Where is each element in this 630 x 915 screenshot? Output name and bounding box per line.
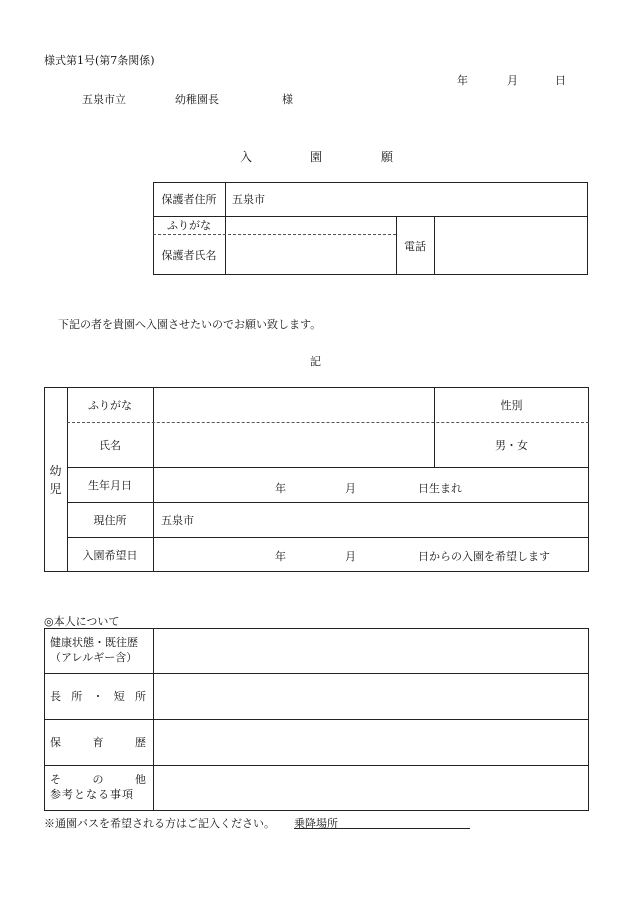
child-birth-month: 月 xyxy=(345,482,356,495)
guardian-address-value[interactable]: 五泉市 xyxy=(232,193,265,206)
guardian-phone-field[interactable] xyxy=(435,216,587,275)
history-field[interactable] xyxy=(154,719,588,765)
child-birth-year: 年 xyxy=(275,482,286,495)
strengths-char-5: 所 xyxy=(135,690,146,703)
date-month-label: 月 xyxy=(507,74,518,87)
child-furigana-field[interactable] xyxy=(154,387,434,422)
other-label xyxy=(50,765,146,811)
guardian-furigana-field[interactable] xyxy=(226,216,396,234)
ki-label: 記 xyxy=(310,355,321,368)
health-label xyxy=(50,628,150,673)
other-char-3: 他 xyxy=(135,773,146,787)
child-name-field[interactable] xyxy=(154,422,434,467)
health-label-line-2: （アレルギー含） xyxy=(50,650,138,664)
history-label xyxy=(50,719,146,765)
other-field[interactable] xyxy=(154,765,588,811)
other-char-1: そ xyxy=(50,773,61,787)
child-furigana-label: ふりがな xyxy=(88,398,132,412)
child-side-label xyxy=(44,387,67,572)
date-day-label: 日 xyxy=(555,74,566,87)
child-side-char-2: 児 xyxy=(49,481,62,496)
form-number: 様式第1号(第7条関係) xyxy=(44,54,155,67)
guardian-phone-label: 電話 xyxy=(404,239,426,253)
guardian-furigana-label: ふりがな xyxy=(167,219,211,232)
bus-stop-label: 乗降場所 xyxy=(294,817,338,830)
other-char-2: の xyxy=(92,773,104,787)
history-char-2: 育 xyxy=(92,736,104,749)
title-char-1: 入 xyxy=(240,150,253,164)
strengths-char-4: 短 xyxy=(113,690,125,703)
child-entry-suffix: 日からの入園を希望します xyxy=(418,550,550,563)
child-name-label: 氏名 xyxy=(99,438,121,452)
history-char-3: 歴 xyxy=(135,736,146,749)
addressee-city: 五泉市立 xyxy=(82,93,126,106)
other-label-line-2: 参考となる事項 xyxy=(50,788,134,801)
bus-note: ※通園バスを希望される方はご記入ください。 xyxy=(44,817,275,830)
health-field[interactable] xyxy=(154,628,588,673)
child-entry-year: 年 xyxy=(275,550,286,563)
bus-stop-line[interactable] xyxy=(294,828,470,829)
other-label-line-1 xyxy=(50,773,146,788)
child-side-char-1: 幼 xyxy=(49,463,62,478)
child-entry-label: 入園希望日 xyxy=(82,548,138,562)
strengths-field[interactable] xyxy=(154,673,588,719)
title-char-2: 園 xyxy=(310,150,323,164)
title-char-3: 願 xyxy=(381,150,394,164)
child-gender-label: 性別 xyxy=(500,398,523,412)
strengths-char-1: 長 xyxy=(50,690,61,703)
guardian-name-label: 保護者氏名 xyxy=(161,248,217,262)
request-text: 下記の者を貴園へ入園させたいのでお願い致します。 xyxy=(58,318,322,331)
child-birth-suffix: 日生まれ xyxy=(418,482,462,495)
guardian-address-label: 保護者住所 xyxy=(161,193,217,206)
health-label-line-1: 健康状態・既往歴 xyxy=(50,635,138,649)
strengths-char-3: ・ xyxy=(92,690,104,703)
child-birth-label: 生年月日 xyxy=(88,478,132,492)
child-address-label: 現住所 xyxy=(93,513,127,527)
addressee-honorific: 様 xyxy=(282,93,293,106)
guardian-name-field[interactable] xyxy=(226,234,396,275)
self-heading: ◎本人について xyxy=(44,615,120,628)
child-entry-month: 月 xyxy=(345,550,356,563)
strengths-label xyxy=(50,673,146,719)
date-year-label: 年 xyxy=(457,74,468,87)
child-address-value[interactable]: 五泉市 xyxy=(161,513,194,527)
history-char-1: 保 xyxy=(50,736,61,749)
strengths-char-2: 所 xyxy=(71,690,83,703)
child-gender-options[interactable]: 男・女 xyxy=(495,438,528,452)
addressee-title: 幼稚園長 xyxy=(175,93,219,106)
